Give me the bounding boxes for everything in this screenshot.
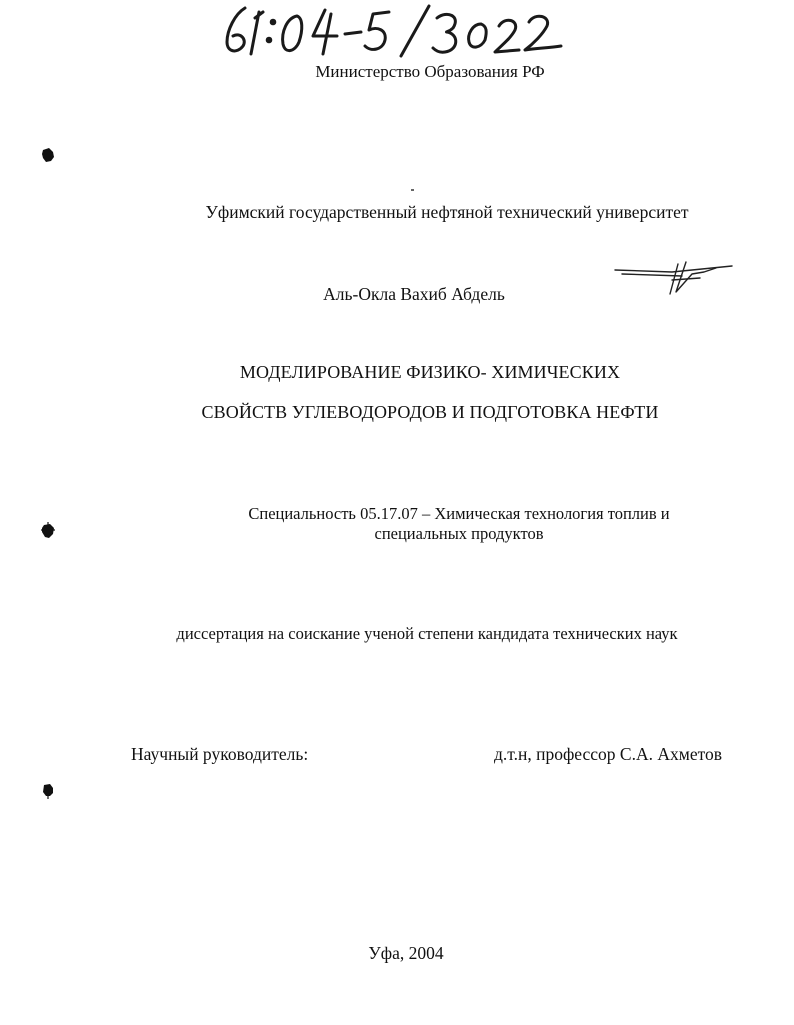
author-name: Аль-Окла Вахиб Абдель: [323, 284, 505, 304]
supervisor-name: д.т.н, профессор С.А. Ахметов: [494, 744, 723, 764]
city-year: Уфа, 2004: [368, 943, 444, 963]
university-name: Уфимский государственный нефтяной технический университет: [205, 202, 689, 222]
scan-speck: [411, 189, 414, 191]
author-signature: [612, 258, 737, 300]
thesis-title-line-2: СВОЙСТВ УГЛЕВОДОРОДОВ И ПОДГОТОВКА НЕФТИ: [201, 402, 659, 422]
ministry-name: Министерство Образования РФ: [315, 62, 545, 81]
punch-hole-mark: [40, 146, 56, 164]
specialty-line-1: Специальность 05.17.07 – Химическая технология топлив и: [248, 504, 670, 523]
degree-statement: диссертация на соискание ученой степени кандидата технических наук: [176, 624, 678, 643]
handwritten-archive-number: [215, 2, 575, 60]
supervisor-label: Научный руководитель:: [131, 744, 309, 764]
thesis-title-line-1: МОДЕЛИРОВАНИЕ ФИЗИКО- ХИМИЧЕСКИХ: [239, 362, 621, 382]
specialty-line-2: специальных продуктов: [374, 524, 544, 543]
punch-hole-mark: [40, 781, 56, 799]
punch-hole-mark: [40, 522, 56, 540]
